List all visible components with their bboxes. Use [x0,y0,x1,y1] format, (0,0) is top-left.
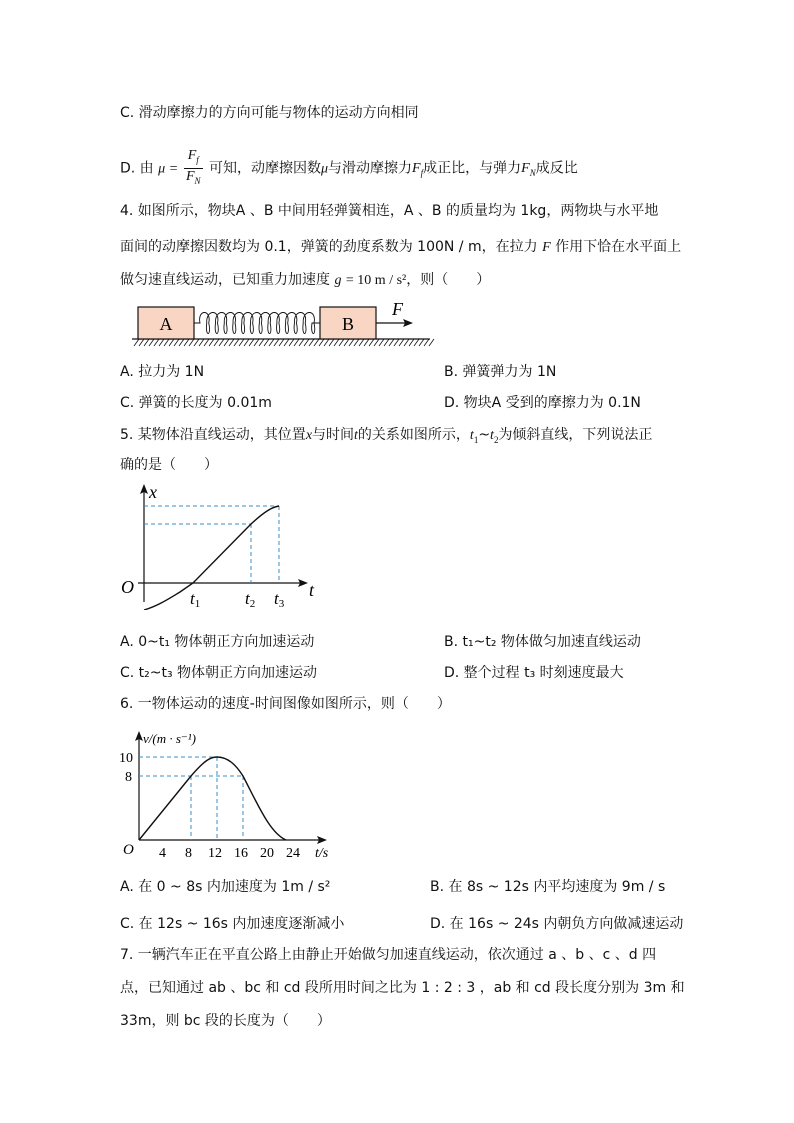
q4-line2: 面间的动摩擦因数均为 0.1，弹簧的劲度系数为 100N / m，在拉力 F 作用下恰在水平面上 [120,239,682,255]
normal-force-symbol: $F_N$ [521,161,536,179]
q6-line1: 6. 一物体运动的速度-时间图像如图所示，则（ ） [120,696,451,712]
q5-tick-t1: t1 [190,589,201,610]
friction-force-symbol: $F_f$ [412,161,424,179]
q5-y-label: x [149,482,157,502]
mu-symbol: μ [158,161,166,177]
q4-option-a: A. 拉力为 1N [120,364,205,380]
q7-line3: 33m，则 bc 段的长度为（ ） [120,1013,331,1029]
q6-y-tick-8: 8 [125,770,132,785]
q5-option-d: D. 整个过程 t₃ 时刻速度最大 [444,665,624,681]
option-3d-text1: 可知，动摩擦因数 [209,160,322,177]
q6-y-label: v/(m · s⁻¹) [143,731,196,746]
q5-tick-t2: t2 [245,589,256,610]
q5-figure [118,480,328,610]
fraction-numerator: $F_f$ [184,148,203,169]
q4-line1: 4. 如图所示，物块A 、B 中间用轻弹簧相连，A 、B 的质量均为 1kg，两物块与水平地 [120,203,659,219]
q5-option-a: A. 0~t₁ 物体朝正方向加速运动 [120,634,315,650]
q6-option-a: A. 在 0 ~ 8s 内加速度为 1m / s² [120,879,331,895]
q4-line3: 做匀速直线运动，已知重力加速度 g = 10 m / s²，则（ ） [120,272,491,288]
q6-y-tick-10: 10 [119,751,133,766]
q4-option-d: D. 物块A 受到的摩擦力为 0.1N [444,395,641,411]
q6-x-tick-4: 4 [159,846,166,861]
q6-x-tick-12: 12 [208,846,222,861]
block-a-label: A [159,314,173,334]
q5-x-label: t [309,580,315,600]
option-3c: C. 滑动摩擦力的方向可能与物体的运动方向相同 [120,105,419,121]
q6-x-label: t/s [315,846,329,861]
q7-line1: 7. 一辆汽车正在平直公路上由静止开始做匀加速直线运动，依次通过 a 、b 、c 、d 四 [120,947,657,963]
q5-option-b: B. t₁~t₂ 物体做匀加速直线运动 [444,634,641,650]
spring [194,313,320,334]
q5-line1: 5. 某物体沿直线运动，其位置x与时间t的关系如图所示，$t_1\sim t_2$为倾斜直线，下列说法正 [120,427,653,445]
option-3d-text2: 与滑动摩擦力 [328,160,413,177]
q6-x-tick-16: 16 [234,846,248,861]
q5-tick-t3: t3 [274,589,285,610]
q4-option-c: C. 弹簧的长度为 0.01m [120,395,272,411]
block-b-label: B [341,314,355,334]
force-label: F [392,299,403,319]
q6-option-c: C. 在 12s ~ 16s 内加速度逐渐减小 [120,916,345,932]
q5-line2: 确的是（ ） [120,457,218,473]
fraction [184,148,203,189]
q6-x-tick-8: 8 [185,846,192,861]
q4-figure [130,295,440,353]
option-3d-prefix: D. 由 [120,160,154,177]
q6-origin: O [123,842,134,858]
ground-hatching [134,339,434,346]
q6-x-tick-20: 20 [260,846,274,861]
option-3d-text3: 成正比，与弹力 [423,160,522,177]
q6-option-d: D. 在 16s ~ 24s 内朝负方向做减速运动 [430,916,684,932]
q6-curve [139,757,286,840]
option-3d [120,148,578,189]
q5-curve [144,506,279,610]
q6-option-b: B. 在 8s ~ 12s 内平均速度为 9m / s [430,879,666,895]
q5-option-c: C. t₂~t₃ 物体朝正方向加速运动 [120,665,318,681]
equals-sign: = [169,161,178,177]
q7-line2: 点，已知通过 ab 、bc 和 cd 段所用时间之比为 1 : 2 : 3 ，ab 和 cd 段长度分别为 3m 和 [120,980,685,996]
q6-x-tick-24: 24 [286,846,300,861]
fraction-denominator: $F_N$ [185,168,201,186]
option-3d-text4: 成反比 [535,160,578,177]
q6-figure [118,725,348,865]
q5-origin: O [121,577,134,597]
q4-option-b: B. 弹簧弹力为 1N [444,364,557,380]
mu-symbol-2: μ [321,161,329,177]
